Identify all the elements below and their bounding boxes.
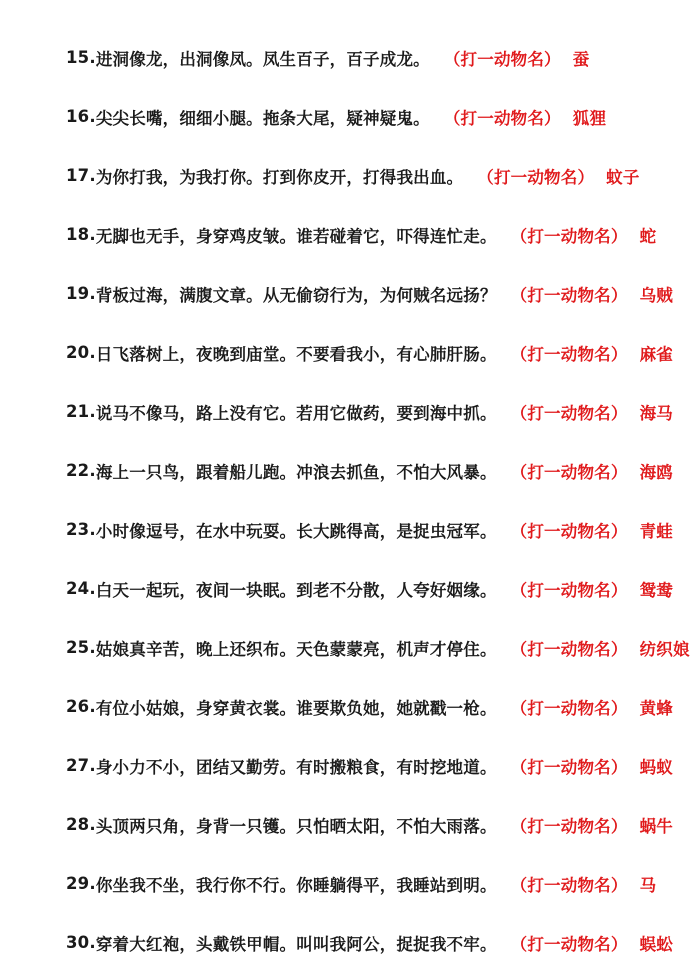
riddle-answer: 海马	[639, 403, 673, 423]
riddle-text: 你坐我不坐，我行你不行。你睡躺得平，我睡站到明。	[95, 875, 497, 895]
riddle-item-26	[66, 677, 690, 736]
riddle-number: 30.	[66, 933, 96, 952]
riddle-text: 日飞落树上，夜晚到庙堂。不要看我小，有心肺肝肠。	[95, 344, 497, 364]
riddle-number: 24.	[66, 579, 96, 598]
riddle-item-15	[66, 28, 690, 87]
riddle-answer: 马	[639, 875, 657, 895]
riddle-number: 15.	[66, 48, 96, 67]
riddle-number: 19.	[66, 284, 96, 303]
riddle-answer: 麻雀	[639, 344, 673, 364]
riddle-text: 尖尖长嘴，细细小腿。拖条大尾，疑神疑鬼。	[95, 108, 430, 128]
riddle-answer: 青蛙	[639, 521, 673, 541]
riddle-number: 21.	[66, 402, 96, 421]
riddle-text: 姑娘真辛苦，晚上还织布。天色蒙蒙亮，机声才停住。	[95, 639, 497, 659]
riddle-text: 白天一起玩，夜间一块眠。到老不分散，人夸好姻缘。	[95, 580, 497, 600]
riddle-number: 26.	[66, 697, 96, 716]
riddle-hint: （打一动物名）	[510, 757, 628, 777]
riddle-answer: 蚕	[572, 49, 590, 69]
riddle-text: 穿着大红袍，头戴铁甲帽。叫叫我阿公，捉捉我不牢。	[95, 934, 497, 954]
riddle-hint: （打一动物名）	[510, 521, 628, 541]
riddle-hint: （打一动物名）	[510, 462, 628, 482]
riddle-answer: 海鸥	[639, 462, 673, 482]
riddle-number: 17.	[66, 166, 96, 185]
riddle-answer: 蜈蚣	[639, 934, 673, 954]
riddle-hint: （打一动物名）	[510, 403, 628, 423]
riddle-item-18	[66, 205, 690, 264]
riddle-answer: 蜗牛	[639, 816, 673, 836]
riddle-answer: 蚊子	[606, 167, 640, 187]
riddle-answer: 蛇	[639, 226, 657, 246]
riddle-item-19	[66, 264, 690, 323]
riddle-hint: （打一动物名）	[510, 934, 628, 954]
riddle-text: 有位小姑娘，身穿黄衣裳。谁要欺负她，她就戳一枪。	[95, 698, 497, 718]
riddle-number: 28.	[66, 815, 96, 834]
riddle-answer: 黄蜂	[639, 698, 673, 718]
riddle-item-20	[66, 323, 690, 382]
riddle-item-27	[66, 736, 690, 795]
riddle-hint: （打一动物名）	[510, 816, 628, 836]
riddle-number: 27.	[66, 756, 96, 775]
riddle-hint: （打一动物名）	[510, 285, 628, 305]
riddle-text: 说马不像马，路上没有它。若用它做药，要到海中抓。	[95, 403, 497, 423]
riddle-number: 25.	[66, 638, 96, 657]
riddle-text: 进洞像龙，出洞像凤。凤生百子，百子成龙。	[95, 49, 430, 69]
riddle-text: 为你打我，为我打你。打到你皮开，打得我出血。	[95, 167, 464, 187]
riddle-answer: 鸳鸯	[639, 580, 673, 600]
riddle-item-30	[66, 913, 690, 972]
riddle-answer: 乌贼	[639, 285, 673, 305]
riddle-list	[66, 28, 690, 972]
riddle-hint: （打一动物名）	[510, 580, 628, 600]
riddle-text: 无脚也无手，身穿鸡皮皱。谁若碰着它，吓得连忙走。	[95, 226, 497, 246]
riddle-number: 16.	[66, 107, 96, 126]
riddle-number: 29.	[66, 874, 96, 893]
riddle-text: 海上一只鸟，跟着船儿跑。冲浪去抓鱼，不怕大风暴。	[95, 462, 497, 482]
riddle-item-16	[66, 87, 690, 146]
riddle-item-21	[66, 382, 690, 441]
riddle-item-28	[66, 795, 690, 854]
riddle-item-22	[66, 441, 690, 500]
riddle-hint: （打一动物名）	[443, 49, 561, 69]
riddle-hint: （打一动物名）	[510, 226, 628, 246]
riddle-answer: 纺织娘	[639, 639, 690, 659]
riddle-number: 20.	[66, 343, 96, 362]
riddle-text: 背板过海，满腹文章。从无偷窃行为，为何贼名远扬？	[95, 285, 497, 305]
riddle-item-25	[66, 618, 690, 677]
riddle-hint: （打一动物名）	[510, 344, 628, 364]
riddle-item-24	[66, 559, 690, 618]
riddle-text: 头顶两只角，身背一只镬。只怕晒太阳，不怕大雨落。	[95, 816, 497, 836]
riddle-number: 23.	[66, 520, 96, 539]
riddle-hint: （打一动物名）	[443, 108, 561, 128]
riddle-item-29	[66, 854, 690, 913]
riddle-text: 身小力不小，团结又勤劳。有时搬粮食，有时挖地道。	[95, 757, 497, 777]
riddle-item-23	[66, 500, 690, 559]
riddle-answer: 狐狸	[572, 108, 607, 128]
riddle-hint: （打一动物名）	[510, 639, 628, 659]
riddle-hint: （打一动物名）	[510, 698, 628, 718]
riddle-hint: （打一动物名）	[510, 875, 628, 895]
riddle-text: 小时像逗号，在水中玩耍。长大跳得高，是捉虫冠军。	[95, 521, 497, 541]
riddle-answer: 蚂蚁	[639, 757, 673, 777]
riddle-number: 22.	[66, 461, 96, 480]
riddle-number: 18.	[66, 225, 96, 244]
riddle-item-17	[66, 146, 690, 205]
riddle-hint: （打一动物名）	[477, 167, 595, 187]
